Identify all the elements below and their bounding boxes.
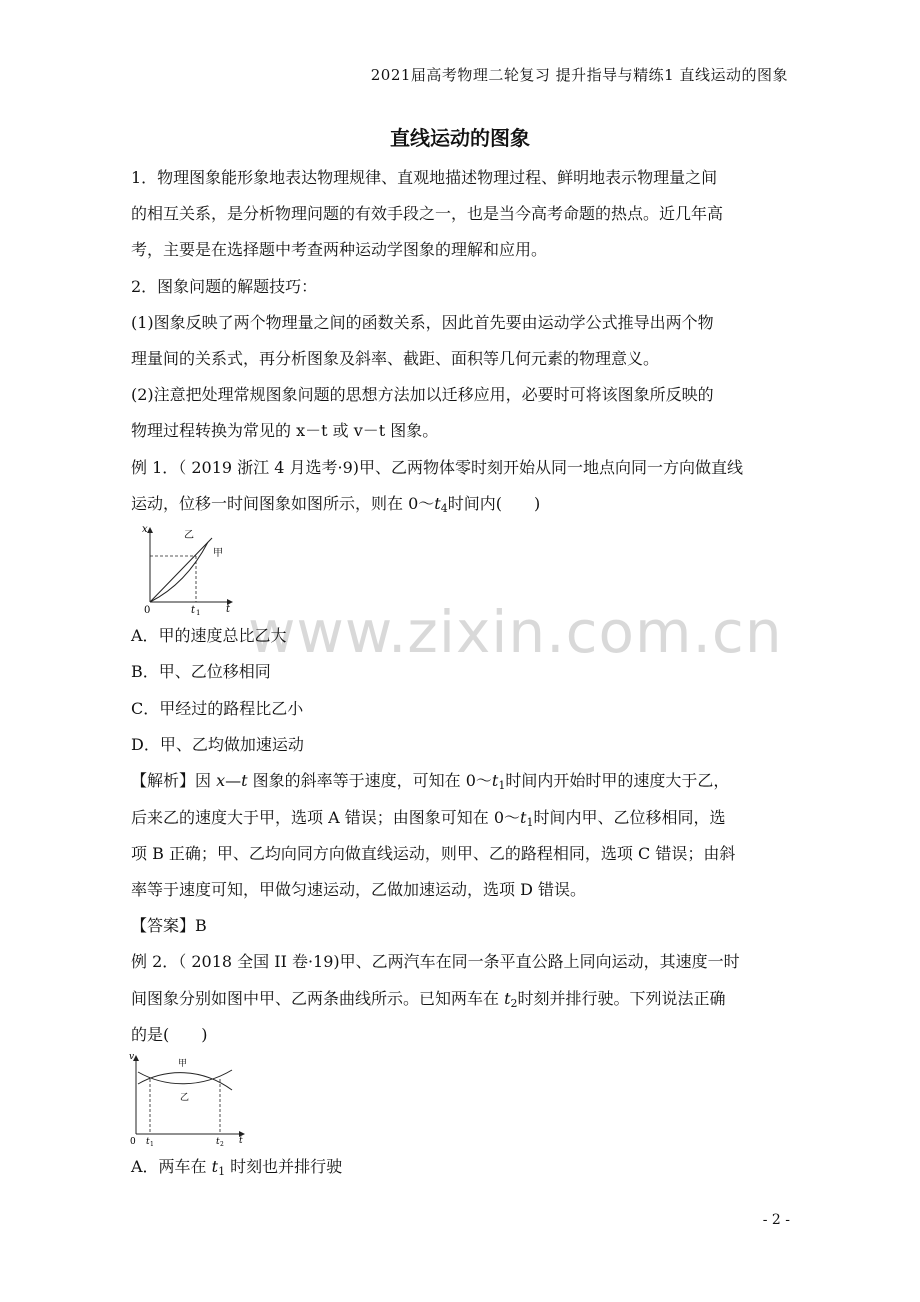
t1-sub: 1 xyxy=(196,609,201,617)
t2-sub: 2 xyxy=(220,1141,224,1148)
y-axis-label: v xyxy=(129,1052,135,1062)
origin-label: 0 xyxy=(144,605,151,616)
para1-line1: 1．物理图象能形象地表达物理规律、直观地描述物理过程、鲜明地表示物理量之间 xyxy=(131,168,718,187)
page-number: - 2 - xyxy=(762,1212,790,1228)
para1-line3: 考，主要是在选择题中考查两种运动学图象的理解和应用。 xyxy=(131,240,548,259)
page-title: 直线运动的图象 xyxy=(390,126,530,150)
t1-sub: 1 xyxy=(150,1141,154,1148)
origin-label: 0 xyxy=(130,1137,136,1147)
ex1-question-line2: 运动，位移一时间图象如图所示，则在 $0\sim t_4$时间内( ) xyxy=(131,494,541,515)
ex2-question-line2: 间图象分别如图中甲、乙两条曲线所示。已知两车在 $t_2$时刻并排行驶。下列说法正确 xyxy=(131,989,726,1010)
item2-line2: 物理过程转换为常见的 x－t 或 v－t 图象。 xyxy=(131,421,439,440)
label-jia: 甲 xyxy=(213,548,223,559)
item2-line1: (2)注意把处理常规图象问题的思想方法加以迁移应用，必要时可将该图象所反映的 xyxy=(131,385,714,404)
x-axis-label: t xyxy=(239,1136,243,1146)
ex2-question-line3: 的是( ) xyxy=(131,1025,208,1044)
ex2-option-a: A．两车在 $t_1$ 时刻也并排行驶 xyxy=(131,1157,343,1178)
ex1-analysis-line2: 后来乙的速度大于甲，选项 A 错误；由图象可知在 $0\sim t_1$时间内甲、乙位移相同，选 xyxy=(131,808,726,829)
y-axis-label: x xyxy=(142,524,148,535)
label-yi: 乙 xyxy=(180,1093,190,1103)
para1-line2: 的相互关系，是分析物理问题的有效手段之一，也是当今高考命题的热点。近几年高 xyxy=(131,204,724,223)
ex2-question-line1: 例 2．（ 2018 全国 II 卷·19)甲、乙两汽车在同一条平直公路上同向运动，其速度一时 xyxy=(131,952,740,971)
t1-label: t xyxy=(191,605,196,616)
ex1-answer: 【答案】B xyxy=(131,916,207,935)
ex1-analysis-line1: 【解析】因 x—t 图象的斜率等于速度，可知在 $0\sim t_1$时间内开始时甲的速度大于乙， xyxy=(131,771,730,792)
item1-line2: 理量间的关系式，再分析图象及斜率、截距、面积等几何元素的物理意义。 xyxy=(131,349,660,368)
ex1-option-b: B．甲、乙位移相同 xyxy=(131,662,271,681)
watermark: www.zixin.com.cn xyxy=(248,598,783,666)
label-jia: 甲 xyxy=(178,1059,188,1069)
line-jia xyxy=(150,538,212,602)
label-yi: 乙 xyxy=(184,530,194,541)
item1-line1: (1)图象反映了两个物理量之间的函数关系，因此首先要由运动学公式推导出两个物 xyxy=(131,313,714,332)
t2-label: t xyxy=(216,1137,220,1147)
ex1-analysis-line3: 项 B 正确；甲、乙均向同方向做直线运动，则甲、乙的路程相同，选项 C 错误；由斜 xyxy=(131,844,736,863)
ex1-option-a: A．甲的速度总比乙大 xyxy=(131,626,287,645)
ex1-option-d: D．甲、乙均做加速运动 xyxy=(131,735,304,754)
ex1-question-line1: 例 1．（ 2019 浙江 4 月选考·9)甲、乙两物体零时刻开始从同一地点向同一方向做直线 xyxy=(131,458,744,477)
para2: 2．图象问题的解题技巧： xyxy=(131,277,318,296)
ex2-vt-graph xyxy=(126,1050,250,1148)
ex1-option-c: C．甲经过的路程比乙小 xyxy=(131,699,304,718)
t1-label: t xyxy=(146,1137,150,1147)
curve-jia xyxy=(138,1073,232,1090)
page-header: 2021届高考物理二轮复习 提升指导与精练1 直线运动的图象 xyxy=(370,66,788,84)
ex1-analysis-line4: 率等于速度可知，甲做匀速运动，乙做加速运动，选项 D 错误。 xyxy=(131,880,587,899)
x-axis-label: t xyxy=(226,604,231,615)
ex1-xt-graph xyxy=(136,522,240,618)
